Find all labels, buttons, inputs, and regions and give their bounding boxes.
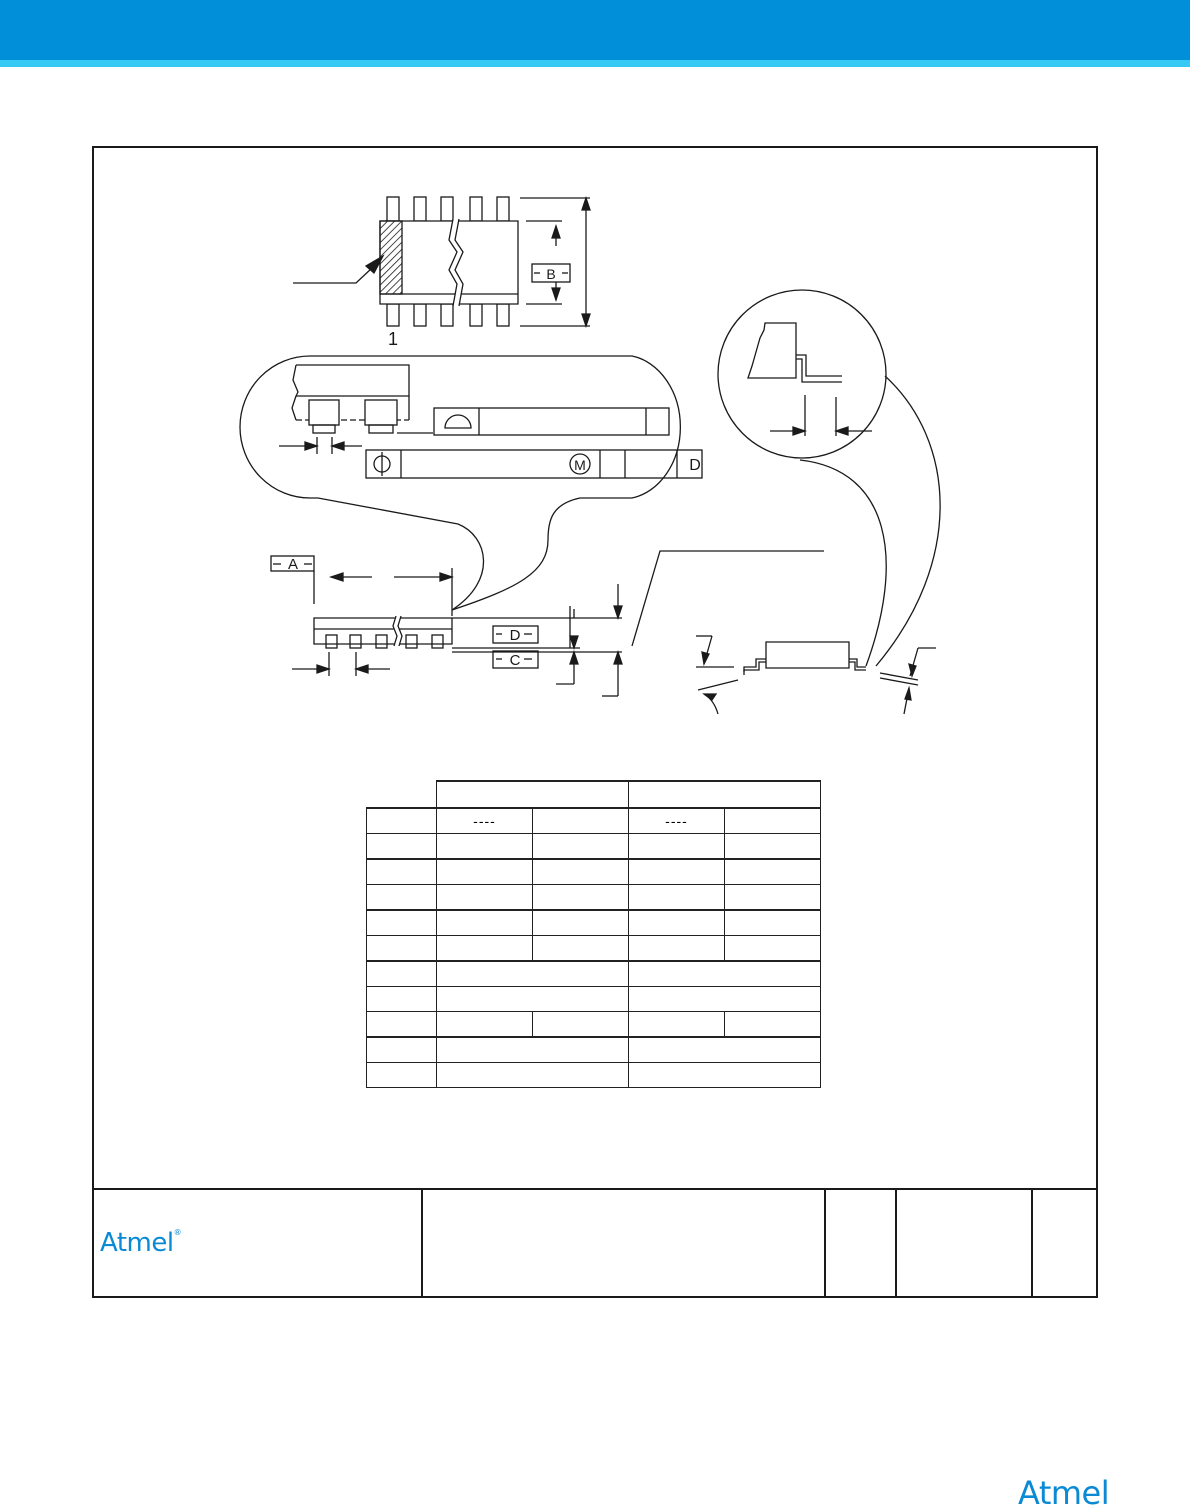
table-row (367, 859, 821, 885)
table-row (367, 808, 821, 834)
table-dash: ---- (473, 813, 496, 829)
title-block-rev-cell (897, 1190, 1033, 1298)
datum-a-label: A (287, 556, 299, 573)
title-block-logo: Atmel® (100, 1228, 182, 1258)
footer-logo-text: Atmel (1018, 1474, 1110, 1512)
datum-b-label: B (546, 266, 556, 282)
title-block (92, 1188, 1098, 1298)
detail-b-circle (718, 290, 940, 666)
table-row (367, 1063, 821, 1088)
top-view (293, 197, 590, 326)
fcf-datum-label: D (689, 457, 701, 474)
pin-one-label: 1 (387, 329, 399, 349)
table-dash: ---- (665, 813, 688, 829)
fcf-modifier-label: M (574, 457, 586, 473)
table-row (367, 910, 821, 936)
table-row (367, 1037, 821, 1063)
front-view (271, 551, 824, 696)
footer-logo (1018, 1474, 1109, 1512)
table-row (367, 961, 821, 987)
table-row (367, 1012, 821, 1038)
title-block-drawing-no-cell (826, 1190, 897, 1298)
logo-text: Atmel (100, 1228, 174, 1258)
detail-a-enlarged (240, 356, 702, 610)
table-row (367, 936, 821, 962)
dimension-table (366, 780, 821, 1088)
side-view (696, 636, 936, 714)
datum-d-label: D (509, 627, 521, 644)
datum-c-label: C (509, 652, 521, 669)
title-block-title-cell (423, 1190, 826, 1298)
pin1-hatch (380, 221, 402, 294)
table-row (367, 987, 821, 1012)
table-row (367, 834, 821, 860)
table-header-row (367, 781, 821, 808)
table-row (367, 885, 821, 911)
